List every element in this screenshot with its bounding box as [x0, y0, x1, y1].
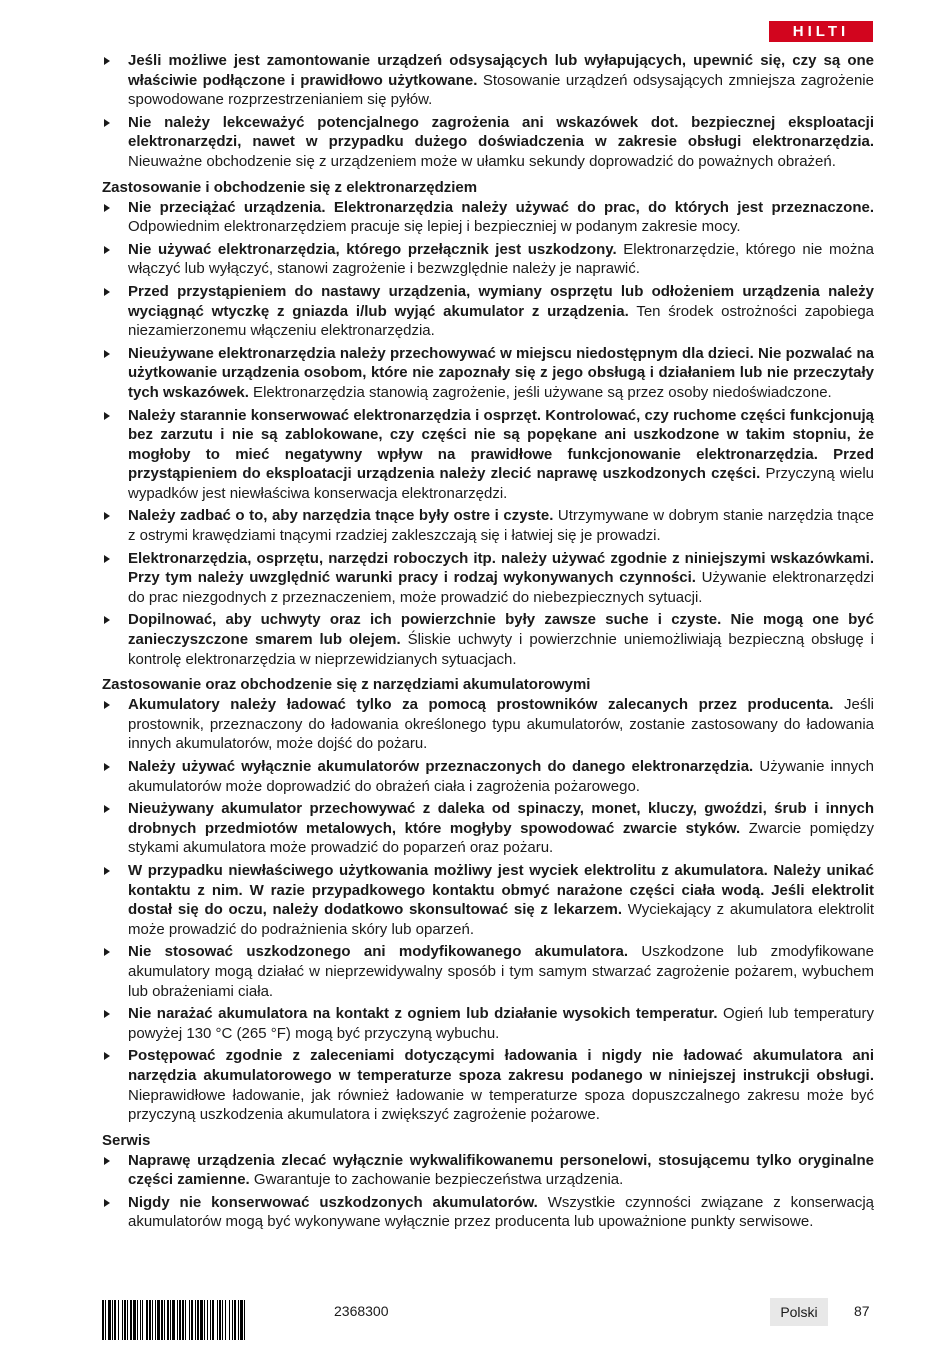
page-footer — [102, 1297, 874, 1337]
list-item — [102, 1046, 874, 1124]
list-item — [102, 406, 874, 504]
bullet-arrow-icon — [104, 1010, 110, 1018]
bullet-arrow-icon — [104, 555, 110, 563]
list-item — [102, 610, 874, 669]
bullet-arrow-icon — [104, 1199, 110, 1207]
item-text: Ten środek ostrożności zapobiega niezamierzonemu włączeniu elektronarzędzia. — [128, 302, 875, 340]
list-item — [102, 1193, 874, 1232]
item-text: Uszkodzone lub zmodyfikowane akumulatory mogą działać w nieprzewidywalny sposób i tym samym stwarzać zagrożenie pożarem, wybuchem lub obrażeniami ciała. — [128, 943, 874, 1000]
language-label: Polski — [770, 1298, 828, 1326]
item-text: Używanie elektronarzędzi do prac niezgodnych z przeznaczeniem, może prowadzić do niebezpiecznych sytuacji. — [128, 569, 874, 606]
item-text: Utrzymywane w dobrym stanie narzędzia tnące z ostrymi krawędziami tnącymi rzadziej zakleszczają się i łatwiej się je prowadzi. — [128, 507, 874, 545]
item-text: Wszystkie czynności związane z konserwacją akumulatorów mogą być wykonywane wyłącznie przez producenta lub upoważnione punkty serwisowe. — [128, 1193, 874, 1231]
item-bold-text: W przypadku niewłaściwego użytkowania możliwy jest wyciek elektrolitu z akumulatora. Należy unikać kontaktu z nim. W razie przypadkowego kontaktu obmyć narażone części ciała wodą. Jeśli elektrolit dostał się do oczu, należy dodatkowo skonsultować się z lekarzem. — [128, 861, 874, 919]
bullet-arrow-icon — [104, 119, 110, 127]
item-text: Wyciekający z akumulatora elektrolit może prowadzić do podrażnienia skóry lub oparzeń. — [128, 901, 874, 938]
item-text: Stosowanie urządzeń odsysających zmniejsza zagrożenie spowodowane rozprzestrzenianiem się pyłów. — [128, 71, 874, 109]
item-bold-text: Przed przystąpieniem do nastawy urządzenia, wymiany osprzętu lub odłożeniem urządzenia należy wyciągnąć wtyczkę z gniazda i/lub wyjąć akumulator z urządzenia. — [128, 282, 874, 320]
bullet-arrow-icon — [104, 204, 110, 212]
bullet-arrow-icon — [104, 1052, 110, 1060]
item-bold-text: Postępować zgodnie z zaleceniami dotyczącymi ładowania i nigdy nie ładować akumulatora ani narzędzia akumulatorowego w temperaturze spoza zakresu podanego w niniejszej instrukcji obsługi. — [128, 1047, 874, 1084]
bullet-arrow-icon — [104, 1157, 110, 1165]
item-bold-text: Nieużywane elektronarzędzia należy przechowywać w miejscu niedostępnym dla dzieci. Nie pozwalać na użytkowanie urządzenia osobom, które nie zapoznały się z jego obsługą i działaniem lub nie przeczytały tych wskazówek. — [128, 344, 874, 401]
item-bold-text: Nie używać elektronarzędzia, którego przełącznik jest uszkodzony. — [128, 240, 617, 258]
bullet-arrow-icon — [104, 948, 110, 956]
item-bold-text: Nieużywany akumulator przechowywać z daleka od spinaczy, monet, kluczy, gwoździ, śrub i innych drobnych przedmiotów metalowych, które mogłyby spowodować zwarcie styków. — [128, 800, 874, 837]
item-text: Śliskie uchwyty i powierzchnie uniemożliwiają bezpieczną obsługę i kontrolę elektronarzędzia w nieprzewidzianych sytuacjach. — [128, 631, 874, 668]
list-item — [102, 282, 874, 341]
document-body — [102, 51, 874, 1235]
list-item — [102, 1004, 874, 1043]
item-bold-text: Elektronarzędzia, osprzętu, narzędzi roboczych itp. należy używać zgodnie z niniejszymi wskazówkami. Przy tym należy uwzględnić warunki pracy i rodzaj wykonywanych czynności. — [128, 549, 874, 587]
item-text: Nieprawidłowe ładowanie, jak również ładowanie w temperaturze spoza dopuszczalnego zakresu może być przyczyną uszkodzenia akumulatora i zwiększyć zagrożenie pożarowe. — [128, 1086, 874, 1124]
section-title: Zastosowanie i obchodzenie się z elektronarzędziem — [102, 178, 478, 196]
bullet-arrow-icon — [104, 616, 110, 624]
item-text: Zwarcie pomiędzy stykami akumulatora może prowadzić do poparzeń oraz pożaru. — [128, 819, 874, 857]
bullet-arrow-icon — [104, 867, 110, 875]
item-bold-text: Należy używać wyłącznie akumulatorów przeznaczonych do danego elektronarzędzia. — [128, 758, 754, 775]
item-text: Gwarantuje to zachowanie bezpieczeństwa urządzenia. — [249, 1171, 624, 1189]
list-item — [102, 942, 874, 1001]
list-item — [102, 861, 874, 939]
list-item — [102, 549, 874, 608]
item-bold-text: Należy starannie konserwować elektronarzędzia i osprzęt. Kontrolować, czy ruchome części funkcjonują bez zarzutu i nie są zablokowane, czy części nie są popękane ani uszkodzone w takim stopniu, że mogłoby to mieć negatywny wpływ na prawidłowe funkcjonowanie elektronarzędzia. Przed przystąpieniem do eksploatacji urządzenia należy zlecić naprawę uszkodzonych części. — [128, 406, 874, 483]
bullet-arrow-icon — [104, 350, 110, 358]
list-item — [102, 695, 874, 754]
item-bold-text: Naprawę urządzenia zlecać wyłącznie wykwalifikowanemu personelowi, stosującemu tylko oryginalne części zamienne. — [128, 1151, 874, 1189]
item-text: Używanie innych akumulatorów może doprowadzić do obrażeń ciała i zagrożenia pożarowego. — [128, 758, 874, 795]
list-item — [102, 1151, 874, 1190]
item-bold-text: Nie narażać akumulatora na kontakt z ogniem lub działanie wysokich temperatur. — [128, 1005, 718, 1023]
hilti-logo: HILTI — [769, 21, 873, 42]
item-text: Ogień lub temperatury powyżej 130 °C (265 °F) mogą być przyczyną wybuchu. — [128, 1005, 874, 1042]
list-item — [102, 51, 874, 110]
item-bold-text: Nie stosować uszkodzonego ani modyfikowanego akumulatora. — [128, 943, 629, 961]
item-text: Przyczyną wielu wypadków jest niewłaściwa konserwacja elektronarzędzi. — [128, 465, 875, 502]
item-bold-text: Akumulatory należy ładować tylko za pomocą prostowników zalecanych przez producenta. — [128, 696, 834, 714]
item-text: Odpowiednim elektronarzędziem pracuje się lepiej i bezpieczniej w podanym zakresie mocy. — [128, 218, 741, 236]
list-item — [102, 344, 874, 403]
bullet-arrow-icon — [104, 412, 110, 420]
item-bold-text: Należy zadbać o to, aby narzędzia tnące były ostre i czyste. — [128, 507, 554, 525]
item-bold-text: Nie przeciążać urządzenia. Elektronarzędzia należy używać do prac, do których jest przeznaczone. — [128, 198, 874, 216]
list-item — [102, 198, 874, 237]
list-item — [102, 113, 874, 172]
bullet-arrow-icon — [104, 805, 110, 813]
bullet-arrow-icon — [104, 763, 110, 771]
item-bold-text: Nigdy nie konserwować uszkodzonych akumulatorów. — [128, 1193, 538, 1211]
item-bold-text: Jeśli możliwe jest zamontowanie urządzeń odsysających lub wyłapujących, upewnić się, czy są one właściwie podłączone i prawidłowo użytkowane. — [128, 52, 874, 89]
item-text: Jeśli prostownik, przeznaczony do ładowania określonego typu akumulatorów, zostanie zastosowany do ładowania innych akumulatorów, może dojść do pożaru. — [128, 696, 874, 753]
list-item — [102, 506, 874, 545]
bullet-arrow-icon — [104, 246, 110, 254]
item-text: Nieuważne obchodzenie się z urządzeniem może w ułamku sekundy doprowadzić do poważnych obrażeń. — [128, 152, 836, 170]
list-item — [102, 757, 874, 796]
bullet-arrow-icon — [104, 57, 110, 65]
bullet-arrow-icon — [104, 512, 110, 520]
section-title: Zastosowanie oraz obchodzenie się z narzędziami akumulatorowymi — [102, 676, 591, 694]
bullet-arrow-icon — [104, 288, 110, 296]
list-item — [102, 799, 874, 858]
item-text: Elektronarzędzia stanowią zagrożenie, jeśli używane są przez osoby niedoświadczone. — [248, 383, 832, 401]
item-bold-text: Nie należy lekceważyć potencjalnego zagrożenia ani wskazówek dot. bezpiecznej eksploatacji elektronarzędzi, nawet w przypadku dużego doświadczenia w zakresie obsługi elektronarzędzia. — [128, 113, 874, 151]
list-item — [102, 240, 874, 279]
barcode-image — [102, 1300, 312, 1340]
section-title: Serwis — [102, 1131, 151, 1149]
item-text: Elektronarzędzie, którego nie można włączyć lub wyłączyć, stanowi zagrożenie i bezwzględnie należy je naprawić. — [128, 240, 875, 278]
item-bold-text: Dopilnować, aby uchwyty oraz ich powierzchnie były zawsze suche i czyste. Nie mogą one być zanieczyszczone smarem lub olejem. — [128, 611, 874, 649]
page-number: 87 — [854, 1303, 870, 1319]
document-number: 2368300 — [334, 1303, 389, 1319]
bullet-arrow-icon — [104, 701, 110, 709]
